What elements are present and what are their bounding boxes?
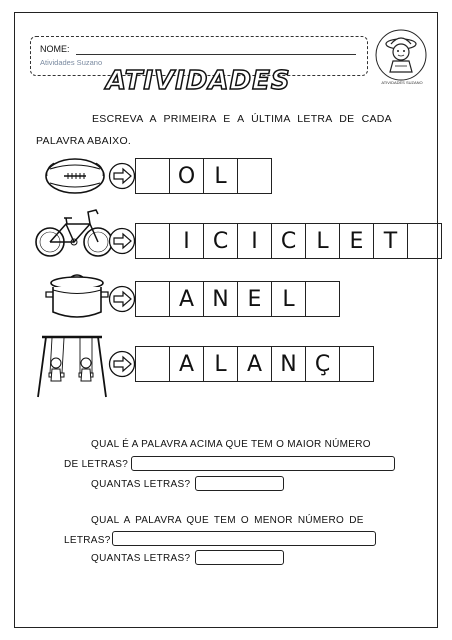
watermark-text: Atividades Suzano [40, 58, 103, 67]
letter-box-blank[interactable] [135, 281, 170, 317]
letter-box-blank[interactable] [305, 281, 340, 317]
letter-box: N [271, 346, 306, 382]
mascot-caption: ATIVIDADES SUZANO [381, 80, 423, 85]
question-2-text: QUAL A PALAVRA QUE TEM O MENOR NÚMERO DE [91, 515, 364, 526]
letter-box-blank[interactable] [339, 346, 374, 382]
letter-boxes [136, 223, 442, 259]
letter-box: L [305, 223, 340, 259]
letter-box-blank[interactable] [237, 158, 272, 194]
letter-boxes [136, 346, 374, 382]
arrow-right-icon [108, 227, 136, 255]
letter-box: E [339, 223, 374, 259]
letter-box: A [169, 281, 204, 317]
letter-box: O [169, 158, 204, 194]
answer-field-longest-word[interactable] [131, 456, 395, 471]
answer-field-longest-count[interactable] [195, 476, 284, 491]
girl-with-hat-icon [374, 28, 428, 82]
letter-box: N [203, 281, 238, 317]
letter-box: A [237, 346, 272, 382]
word-row-4 [0, 345, 452, 385]
letter-box-blank[interactable] [135, 158, 170, 194]
letter-box: C [203, 223, 238, 259]
pot-icon [44, 270, 110, 324]
letter-boxes [136, 281, 340, 317]
name-label: NOME: [40, 44, 70, 54]
letter-box: C [271, 223, 306, 259]
letter-box: I [237, 223, 272, 259]
bicycle-icon [34, 202, 114, 262]
question-1-count-label: QUANTAS LETRAS? [91, 479, 191, 490]
arrow-right-icon [108, 350, 136, 378]
letter-box: Ç [305, 346, 340, 382]
letter-box: I [169, 223, 204, 259]
question-1-text-cont: DE LETRAS? [64, 459, 129, 470]
letter-box-blank[interactable] [135, 346, 170, 382]
word-row-2 [0, 222, 452, 262]
page-title: ATIVIDADES [106, 66, 291, 96]
instruction-text: ESCREVA A PRIMEIRA E A ÚLTIMA LETRA DE CADA PALAVRA ABAIXO. [36, 113, 392, 147]
letter-box-blank[interactable] [135, 223, 170, 259]
question-2-text-cont: LETRAS? [64, 535, 111, 546]
answer-field-shortest-count[interactable] [195, 550, 284, 565]
question-1-text: QUAL É A PALAVRA ACIMA QUE TEM O MAIOR NÚMERO [91, 439, 371, 450]
letter-box: L [203, 346, 238, 382]
letter-box: E [237, 281, 272, 317]
letter-boxes [136, 158, 272, 194]
name-field[interactable] [76, 54, 356, 55]
word-row-3 [0, 280, 452, 320]
arrow-right-icon [108, 285, 136, 313]
letter-box-blank[interactable] [407, 223, 442, 259]
word-row-1 [0, 157, 452, 197]
answer-field-shortest-word[interactable] [112, 531, 376, 546]
question-2-count-label: QUANTAS LETRAS? [91, 553, 191, 564]
letter-box: A [169, 346, 204, 382]
football-icon [44, 157, 106, 195]
letter-box: L [271, 281, 306, 317]
letter-box: L [203, 158, 238, 194]
swing-icon [34, 333, 110, 399]
arrow-right-icon [108, 162, 136, 190]
letter-box: T [373, 223, 408, 259]
